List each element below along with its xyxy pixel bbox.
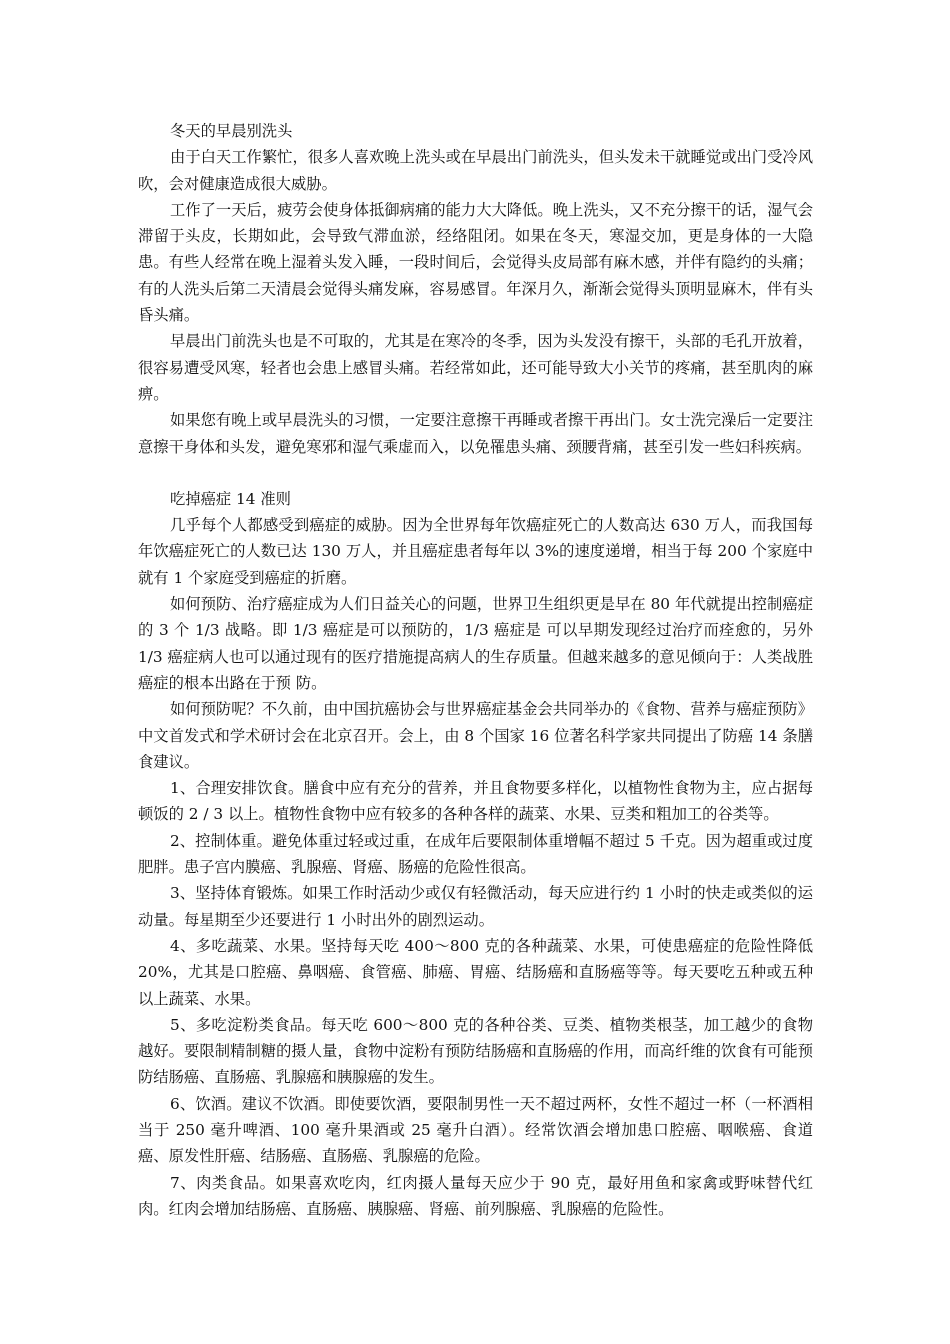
section-title: 冬天的早晨别洗头 <box>170 122 293 140</box>
paragraph: 如何预防呢？不久前，由中国抗癌协会与世界癌症基金会共同举办的《食物、营养与癌症预防》中文首发式和学术研讨会在北京召开。会上，由 8 个国家 16 位著名科学家共同提出了防癌 14 条膳食建议。 <box>138 700 813 771</box>
list-item: 7、肉类食品。如果喜欢吃肉，红肉摄人量每天应少于 90 克，最好用鱼和家禽或野味替代红肉。红肉会增加结肠癌、直肠癌、胰腺癌、肾癌、前列腺癌、乳腺癌的危险性。 <box>138 1173 813 1218</box>
document-page <box>138 118 813 1222</box>
list-item: 3、坚持体育锻炼。如果工作时活动少或仅有轻微活动，每天应进行约 1 小时的快走或类似的运动量。每星期至少还要进行 1 小时出外的剧烈运动。 <box>138 884 813 929</box>
list-item: 6、饮酒。建议不饮酒。即使要饮酒，要限制男性一天不超过两杯，女性不超过一杯（一杯酒相当于 250 毫升啤酒、100 毫升果酒或 25 毫升白酒）。经常饮酒会增加患口腔癌、咽喉癌、食道癌、原发性肝癌、结肠癌、直肠癌、乳腺癌的危险。 <box>138 1094 813 1166</box>
paragraph: 如果您有晚上或早晨洗头的习惯，一定要注意擦干再睡或者擦干再出门。女士洗完澡后一定要注意擦干身体和头发，避免寒邪和湿气乘虚而入，以免罹患头痛、颈腰背痛，甚至引发一些妇科疾病。 <box>138 411 813 456</box>
paragraph: 工作了一天后，疲劳会使身体抵御病痛的能力大大降低。晚上洗头，又不充分擦干的话，湿气会滞留于头皮，长期如此，会导致气滞血淤，经络阻闭。如果在冬天，寒湿交加，更是身体的一大隐患。有些人经常在晚上湿着头发入睡，一段时间后，会觉得头皮局部有麻木感，并伴有隐约的头痛；有的人洗头后第二天清晨会觉得头痛发麻，容易感冒。年深月久，渐渐会觉得头顶明显麻木，伴有头昏头痛。 <box>138 200 813 325</box>
paragraph: 如何预防、治疗癌症成为人们日益关心的问题，世界卫生组织更是早在 80 年代就提出控制癌症的 3 个 1/3 战略。即 1/3 癌症是可以预防的，1/3 癌症是 可以早期发现经过治疗而痊愈的，另外 1/3 癌症病人也可以通过现有的医疗措施提高病人的生存质量。但越来越多的意见倾向于：人类战胜癌症的根本出路在于预 防。 <box>138 595 813 692</box>
list-item: 5、多吃淀粉类食品。每天吃 600～800 克的各种谷类、豆类、植物类根茎，加工越少的食物越好。要限制精制糖的摄人量，食物中淀粉有预防结肠癌和直肠癌的作用，而高纤维的饮食有可能预防结肠癌、直肠癌、乳腺癌和胰腺癌的发生。 <box>138 1015 813 1087</box>
section-title: 吃掉癌症 14 准则 <box>170 489 291 508</box>
list-item: 1、合理安排饮食。膳食中应有充分的营养，并且食物要多样化，以植物性食物为主，应占据每顿饭的 2 / 3 以上。植物性食物中应有较多的各种各样的蔬菜、水果、豆类和粗加工的谷类等。 <box>138 779 813 824</box>
paragraph: 早晨出门前洗头也是不可取的，尤其是在寒冷的冬季，因为头发没有擦干，头部的毛孔开放着，很容易遭受风寒，轻者也会患上感冒头痛。若经常如此，还可能导致大小关节的疼痛，甚至肌肉的麻痹。 <box>138 332 813 403</box>
paragraph: 由于白天工作繁忙，很多人喜欢晚上洗头或在早晨出门前洗头，但头发未干就睡觉或出门受冷风吹，会对健康造成很大威胁。 <box>138 148 813 193</box>
section-cancer-diet-rules <box>138 486 813 1222</box>
list-item: 2、控制体重。避免体重过轻或过重，在成年后要限制体重增幅不超过 5 千克。因为超重或过度肥胖。患子宫内膜癌、乳腺癌、肾癌、肠癌的危险性很高。 <box>138 831 813 877</box>
list-item: 4、多吃蔬菜、水果。坚持每天吃 400～800 克的各种蔬菜、水果，可使患癌症的危险性降低 20%，尤其是口腔癌、鼻咽癌、食管癌、肺癌、胃癌、结肠癌和直肠癌等等。每天要吃五种或五种以上蔬菜、水果。 <box>138 936 813 1008</box>
paragraph: 几乎每个人都感受到癌症的威胁。因为全世界每年饮癌症死亡的人数高达 630 万人，而我国每年饮癌症死亡的人数已达 130 万人，并且癌症患者每年以 3%的速度递增，相当于每 200 个家庭中就有 1 个家庭受到癌症的折磨。 <box>138 516 813 587</box>
section-winter-hair-washing <box>138 118 813 460</box>
